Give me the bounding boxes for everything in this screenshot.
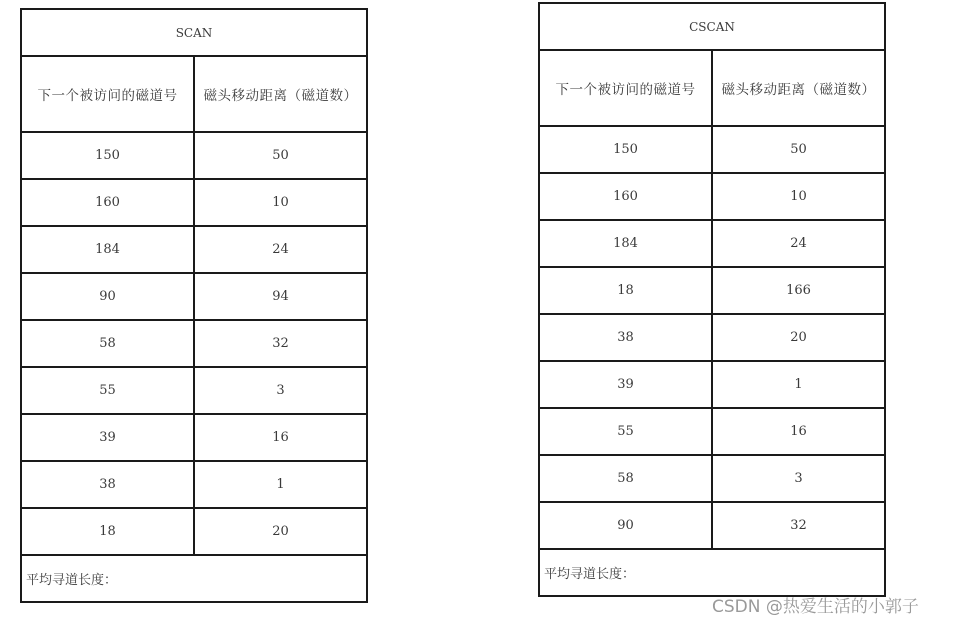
track-number-cell: 39 [21, 414, 194, 461]
average-seek-length-label: 平均寻道长度： [539, 549, 885, 596]
move-distance-cell: 16 [712, 408, 885, 455]
move-distance-cell: 24 [712, 220, 885, 267]
cscan-header-row [539, 50, 885, 126]
scan-table-body [21, 9, 367, 602]
move-distance-cell: 50 [194, 132, 367, 179]
csdn-watermark: CSDN @热爱生活的小郭子 [712, 597, 919, 617]
table-row [539, 267, 885, 314]
cscan-title-row [539, 3, 885, 50]
cscan-footer-row [539, 549, 885, 596]
table-row [21, 367, 367, 414]
track-number-cell: 184 [539, 220, 712, 267]
move-distance-cell: 24 [194, 226, 367, 273]
table-row [21, 179, 367, 226]
track-number-cell: 58 [539, 455, 712, 502]
table-row [21, 414, 367, 461]
track-number-cell: 38 [539, 314, 712, 361]
track-number-cell: 90 [539, 502, 712, 549]
table-row [539, 502, 885, 549]
track-number-cell: 18 [21, 508, 194, 555]
table-row [21, 461, 367, 508]
table-row [539, 455, 885, 502]
track-number-cell: 160 [539, 173, 712, 220]
table-row [21, 508, 367, 555]
table-row [21, 320, 367, 367]
table-row [539, 126, 885, 173]
move-distance-cell: 94 [194, 273, 367, 320]
move-distance-cell: 20 [194, 508, 367, 555]
scan-footer-row [21, 555, 367, 602]
track-number-cell: 184 [21, 226, 194, 273]
table-row [539, 361, 885, 408]
move-distance-cell: 10 [194, 179, 367, 226]
move-distance-cell: 10 [712, 173, 885, 220]
cscan-header-move-distance: 磁头移动距离（磁道数） [712, 50, 885, 126]
move-distance-cell: 1 [194, 461, 367, 508]
table-row [539, 173, 885, 220]
track-number-cell: 160 [21, 179, 194, 226]
track-number-cell: 55 [539, 408, 712, 455]
track-number-cell: 150 [21, 132, 194, 179]
move-distance-cell: 20 [712, 314, 885, 361]
move-distance-cell: 32 [712, 502, 885, 549]
track-number-cell: 18 [539, 267, 712, 314]
scan-header-move-distance: 磁头移动距离（磁道数） [194, 56, 367, 132]
scan-header-next-track: 下一个被访问的磁道号 [21, 56, 194, 132]
move-distance-cell: 3 [194, 367, 367, 414]
cscan-table [538, 2, 886, 597]
track-number-cell: 38 [21, 461, 194, 508]
cscan-table-body [539, 3, 885, 596]
table-row [21, 273, 367, 320]
move-distance-cell: 166 [712, 267, 885, 314]
cscan-table-title: CSCAN [539, 3, 885, 50]
scan-table-title: SCAN [21, 9, 367, 56]
table-row [539, 314, 885, 361]
move-distance-cell: 32 [194, 320, 367, 367]
move-distance-cell: 16 [194, 414, 367, 461]
track-number-cell: 150 [539, 126, 712, 173]
average-seek-length-label: 平均寻道长度： [21, 555, 367, 602]
scan-header-row [21, 56, 367, 132]
cscan-header-next-track: 下一个被访问的磁道号 [539, 50, 712, 126]
track-number-cell: 55 [21, 367, 194, 414]
move-distance-cell: 1 [712, 361, 885, 408]
track-number-cell: 90 [21, 273, 194, 320]
scan-title-row [21, 9, 367, 56]
track-number-cell: 39 [539, 361, 712, 408]
move-distance-cell: 50 [712, 126, 885, 173]
table-row [539, 408, 885, 455]
move-distance-cell: 3 [712, 455, 885, 502]
table-row [21, 132, 367, 179]
track-number-cell: 58 [21, 320, 194, 367]
scan-table [20, 8, 368, 603]
table-row [21, 226, 367, 273]
table-row [539, 220, 885, 267]
